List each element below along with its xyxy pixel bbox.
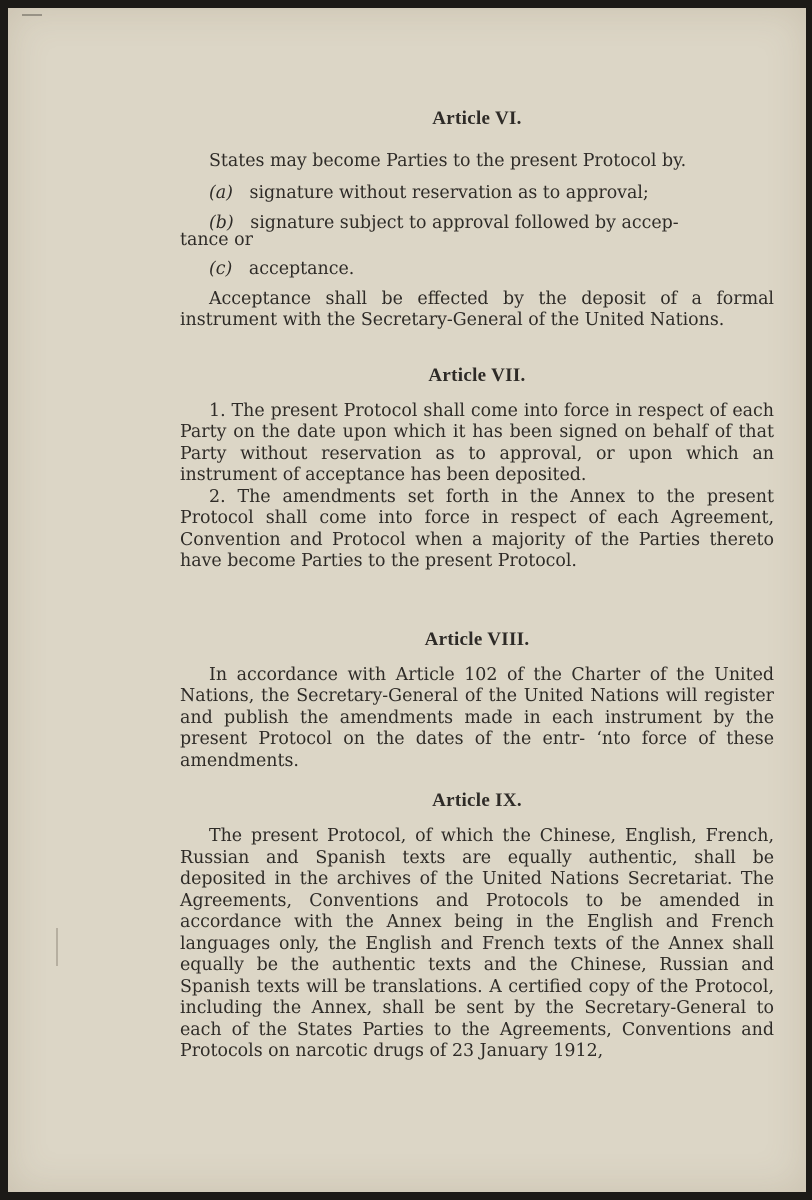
article-vii-para-2: 2. The amendments set forth in the Annex to the present Protocol shall come into force in respect of each Agreement, Convention and Protocol when a majority of the Parties thereto have become Parties to the present Protocol. <box>180 486 774 571</box>
document-page <box>8 8 806 1192</box>
clause-b-label: (b) <box>209 213 234 233</box>
article-vi-acceptance: Acceptance shall be effected by the deposit of a formal instrument with the Secretary-General of the United Nations. <box>180 288 774 330</box>
article-viii-para: In accordance with Article 102 of the Charter of the United Nations, the Secretary-General of the United Nations will register and publish the amendments made in each instrument by the present Protocol on the dates of the entr‐ ‘nto force of these amendments. <box>180 664 774 771</box>
article-vi-clause-c <box>180 259 774 281</box>
article-vi-clause-a <box>180 183 774 205</box>
clause-b-text-end: tance or <box>180 230 253 250</box>
article-ix-para: The present Protocol, of which the Chinese, English, French, Russian and Spanish texts are equally authentic, shall be deposited in the archives of the United Nations Secretariat. The Agreements, Conventions and Protocols to be amended in accordance with the Annex being in the English and French languages only, the English and French texts of the Annex shall equally be the authentic texts and the Chinese, Russian and Spanish texts will be translations. A certified copy of the Protocol, including the Annex, shall be sent by the Secretary-General to each of the States Parties to the Agreements, Conventions and Protocols on narcotic drugs of 23 January 1912, <box>180 826 774 1061</box>
clause-a-text: signature without reservation as to approval; <box>249 182 649 203</box>
clause-a-label: (a) <box>209 182 233 203</box>
article-vi <box>180 108 774 332</box>
article-vi-intro: States may become Parties to the present Protocol by. <box>209 151 687 171</box>
page-content <box>180 108 774 1063</box>
margin-mark <box>56 928 58 966</box>
article-vii-para-1: 1. The present Protocol shall come into force in respect of each Party on the date upon which it has been signed on behalf of that Party without reservation as to approval, or upon which an instrument of acceptance has been deposited. <box>180 400 774 485</box>
article-vii-heading: Article VII. <box>428 364 526 386</box>
article-vi-clause-b <box>180 215 774 249</box>
article-vii <box>180 365 774 573</box>
clause-c-text: acceptance. <box>248 259 355 279</box>
clause-c-label: (c) <box>209 259 233 279</box>
article-vi-heading: Article VI. <box>432 108 522 129</box>
corner-mark <box>22 14 42 16</box>
article-viii <box>180 629 774 773</box>
article-viii-heading: Article VIII. <box>424 628 530 650</box>
article-ix-heading: Article IX. <box>432 790 522 811</box>
clause-b-text: signature subject to approval followed by accep- <box>250 213 679 233</box>
article-ix <box>180 790 774 1063</box>
